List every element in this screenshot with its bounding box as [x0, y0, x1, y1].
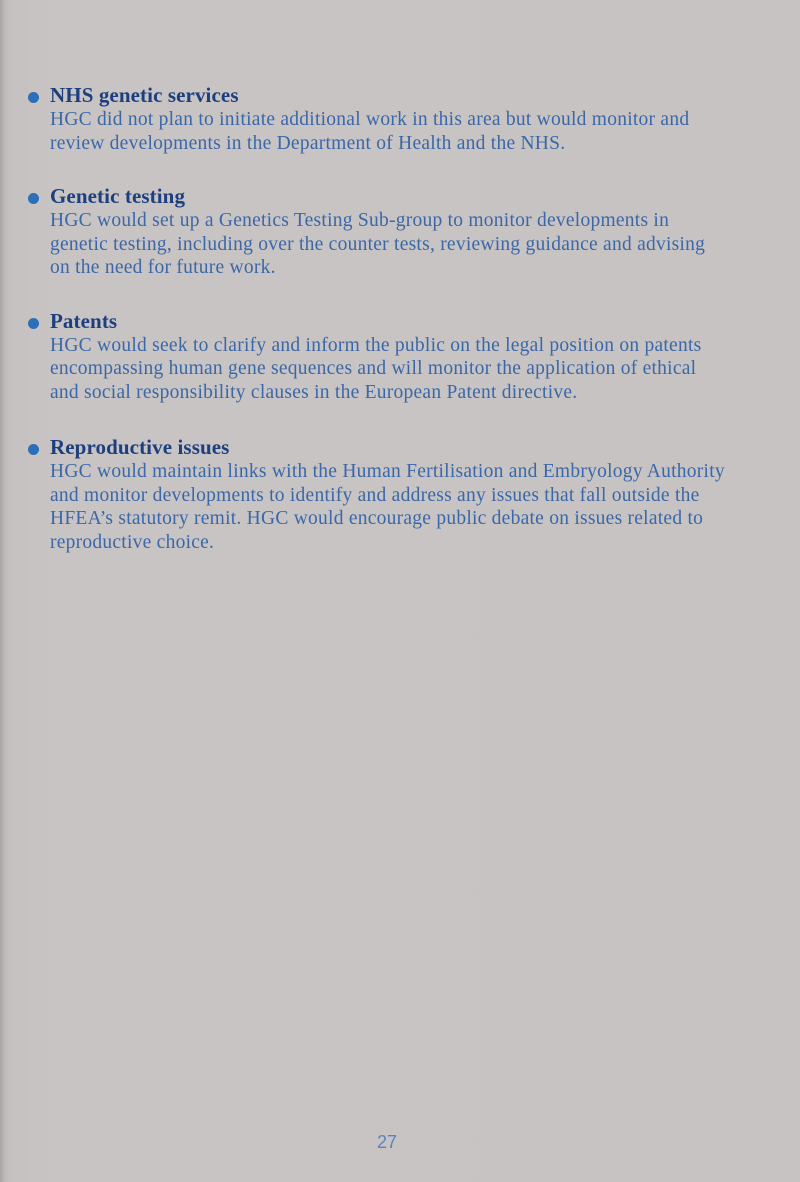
section-genetic-testing [26, 183, 726, 280]
page-number: 27 [376, 1132, 398, 1152]
section-body: HGC did not plan to initiate additional work in this area but would monitor and review developments in the Department of Health and the NHS. [50, 109, 690, 154]
section-patents [26, 308, 726, 405]
section-nhs-genetic-services [26, 82, 726, 155]
section-body: HGC would maintain links with the Human Fertilisation and Embryology Authority and monitor developments to identify and address any issues that fall outside the HFEA’s statutory remit. HGC would encourage public debate on issues related to reproductive choice. [50, 461, 725, 553]
section-body: HGC would seek to clarify and inform the public on the legal position on patents encompassing human gene sequences and will monitor the application of ethical and social responsibility clauses in the European Patent directive. [50, 334, 702, 403]
bullet-icon [28, 318, 39, 329]
section-list [26, 82, 726, 584]
section-heading: Reproductive issues [50, 435, 230, 459]
section-heading: NHS genetic services [50, 83, 239, 107]
section-reproductive-issues [26, 434, 726, 554]
page-binding-edge [0, 0, 6, 1182]
bullet-icon [28, 444, 39, 455]
section-heading: Genetic testing [50, 184, 186, 208]
bullet-icon [28, 92, 39, 103]
bullet-icon [28, 193, 39, 204]
section-heading: Patents [50, 308, 118, 333]
section-body: HGC would set up a Genetics Testing Sub-group to monitor developments in genetic testing, including over the counter tests, reviewing guidance and advising on the need for future work. [50, 210, 706, 278]
